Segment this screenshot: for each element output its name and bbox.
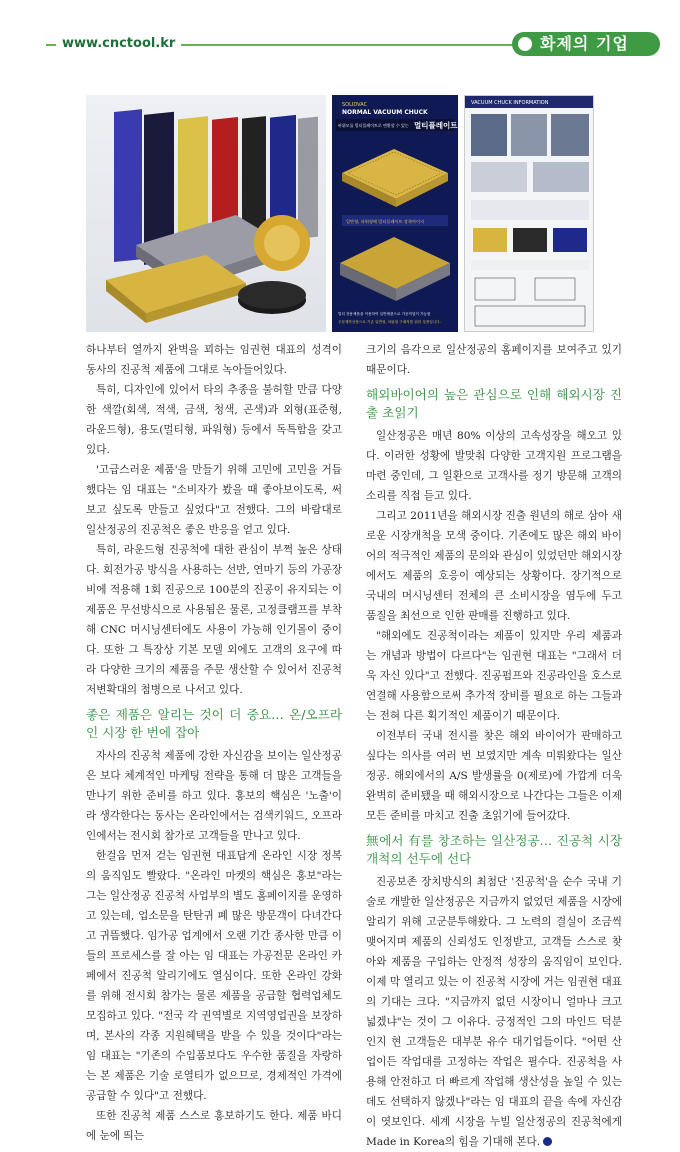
left-column: [86, 340, 342, 1146]
paragraph: '고급스러운 제품'을 만들기 위해 고민에 고민을 거듭했다는 임 대표는 "소비자가 봤을 때 좋아보이도록, 써보고 싶도록 만들고 싶었다"고 전했다. 그의 바람대로 일산정공의 진공척은 좋은 반응을 얻고 있다.: [86, 464, 342, 536]
paragraph: 하나부터 열까지 완벽을 꾀하는 임권현 대표의 성격이 동사의 진공척 제품에 그대로 녹아들어있다.: [86, 344, 342, 376]
paragraph-text: 진공보존 장치방식의 최첨단 '진공척'을 순수 국내 기술로 개발한 일산정공은 지금까지 없었던 제품을 시장에 알리기 위해 고군분투해왔다. 그 노력의 결실이 조금씩 맺어지며 제품의 신뢰성도 인정받고, 고객들 스스로 찾아와 제품을 구입하는 안정적 성장의 움직임이 보인다. 이제 막 열리고 있는 이 진공척 시장에 거는 임권현 대표의 기대는 크다. "지금까지 없던 시장이니 얼마나 크고 넓겠냐"는 것이 그 이유다. 긍정적인 그의 마인드 덕분인지 현 고객들은 대부분 유수 대기업들이다. "어떤 산업이든 작업대를 고정하는 작업은 필수다. 진공척을 사용해 안전하고 더 빠르게 작업해 생산성을 높일 수 있는데도 선택하지 않겠나"라는 임 대표의 끝을 속에 자신감이 엿보인다. 세계 시장을 누빌 일산정공의 진공척에게 Made in Korea의 힘을 기대해 본다.: [366, 876, 622, 1148]
multiplate-poster: [332, 95, 458, 332]
poster-caption-1: 멀티 전용제품을 이용하여 일반제품으로 가공작업이 가능함: [338, 312, 431, 316]
page-header: [46, 34, 660, 56]
paragraph: 일산정공은 매년 80% 이상의 고속성장을 해오고 있다. 이러한 성황에 발맞춰 다양한 고객지원 프로그램을 마련 중인데, 그 일환으로 고객사를 정기 방문해 고객의 소리를 직접 듣고 있다.: [366, 430, 622, 502]
paragraph: 특히, 디자인에 있어서 타의 추종을 불허할 만큼 다양한 색깔(회색, 적색, 금색, 청색, 곤색)과 외형(표준형, 라운드형), 용도(멀티형, 파워형) 등에서 독특함을 갖고 있다.: [86, 384, 342, 456]
paragraph: 또한 진공척 제품 스스로 홍보하기도 한다. 제품 바디에 눈에 띄는: [86, 1110, 342, 1142]
paragraph: 이전부터 국내 전시를 찾은 해외 바이어가 판매하고 싶다는 의사를 여러 번 보였지만 계속 미뤄왔다는 일산정공. 해외에서의 A/S 발생률을 0(제로)에 가깝게 더욱 완벽히 준비됐을 때 해외시장으로 나간다는 그들은 이제 모든 준비를 마치고 진출 초읽기에 들어갔다.: [366, 730, 622, 822]
vacuum-chuck-illustration: [86, 95, 326, 332]
info-sheet-art: [465, 96, 594, 332]
info-sheet-title: VACUUM CHUCK INFORMATION: [471, 100, 549, 106]
bullet-dot-icon: [518, 37, 532, 51]
paragraph: "해외에도 진공척이라는 제품이 있지만 우리 제품과는 개념과 방법이 다르다"는 임권현 대표는 "그래서 더욱 자신 있다"고 전했다. 진공펌프와 진공라인을 호스로 연결해 사용함으로써 추가적 장비를 필요로 하는 그들과는 전혀 다른 획기적인 제품이기 때문이다.: [366, 630, 622, 722]
section-title: 화제의 기업: [540, 34, 629, 53]
poster-brand: SOLIDVAC: [342, 102, 368, 108]
paragraph: 자사의 진공척 제품에 강한 자신감을 보이는 일산정공은 보다 체계적인 마케팅 전략을 통해 더 많은 고객들을 만나기 위한 준비를 하고 있다. 홍보의 핵심은 '노출'이라 생각한다는 동사는 온라인에서는 검색키워드, 오프라인에서는 전시회 참가로 고객들을 만나고 있다.: [86, 750, 342, 842]
poster-title-kr: 멀티플레이트: [414, 121, 458, 130]
paragraph: 그리고 2011년을 해외시장 진출 원년의 해로 삼아 새로운 시장개척을 모색 중이다. 기존에도 많은 해외 바이어의 적극적인 제품의 문의와 관심이 있었던만 해외시장에서도 제품의 호응이 예상되는 상황이다. 장기적으로 국내의 머시닝센터 전체의 큰 소비시장을 염두에 두고 품질을 최선으로 인한 판매를 진행하고 있다.: [366, 510, 622, 622]
poster-title-en: NORMAL VACUUM CHUCK: [342, 109, 428, 116]
paragraph: 크기의 음각으로 일산정공의 홈페이지를 보여주고 있기 때문이다.: [366, 344, 622, 376]
section-heading: 無에서 有를 창조하는 일산정공… 진공척 시장개척의 선두에 선다: [366, 833, 622, 866]
poster-subtitle: 바위모를 멀티플레이트로 변환할 수 있는: [338, 123, 409, 128]
right-column: [366, 340, 622, 1152]
multiplate-poster-art: [332, 95, 458, 332]
section-badge: [512, 32, 660, 56]
poster-caption-2: 주문제작상품으로 기존 일반형, 파워형 구매자를 위한 상품입니다.: [338, 320, 441, 324]
info-sheet: [464, 95, 594, 332]
paragraph: 특히, 라운드형 진공척에 대한 관심이 부쩍 높은 상태다. 회전가공 방식을 사용하는 선반, 연마기 등의 가공장비에 적용해 1회 진공으로 100분의 진공이 유지되는 이 제품은 무선방식으로 사용됨은 물론, 고정클램프를 부착해 CNC 머시닝센터에도 사용이 가능해 인기몰이 중이다. 또한 그 특장상 기본 모델 외에도 고객의 요구에 따라 다양한 크기의 제품을 주문 생산할 수 있어서 진공척 저변확대의 첨병으로 나서고 있다.: [86, 544, 342, 696]
photo-strip: [86, 95, 594, 332]
section-heading: 좋은 제품은 알리는 것이 더 중요… 온/오프라인 시장 한 번에 잡아: [86, 707, 342, 740]
site-url: www.cnctool.kr: [56, 34, 181, 54]
product-photo-chucks: [86, 95, 326, 332]
poster-banner: 일반형, 파워형에 멀티플레이트 장착아이지: [346, 219, 425, 224]
paragraph: 한걸음 먼저 걷는 임권현 대표답게 온라인 시장 정복의 움직임도 빨랐다. "온라인 마켓의 핵심은 홍보"라는 그는 일산정공 진공척 사업부의 별도 홈페이지를 운영하고 있는데, 업소문을 탄탄귀 폐 많은 방문객이 다녀간다고 귀뜸했다. 임가공 업계에서 오랜 기간 종사한 만큼 이들의 프로세스를 잘 아는 임 대표는 가공전문 온라인 카페에서 진공척 알리기에도 열심이다. 또한 온라인 강화를 위해 전시회 참가는 물론 제품을 공급할 협력업체도 모집하고 있다. "전국 각 권역별로 지역영업권을 보장하며, 본사의 각종 지원혜택을 받을 수 있을 것이다"라는 임 대표는 "기존의 수입품보다도 우수한 품질을 자랑하는 본 제품은 기술 로열티가 없으므로, 경제적인 가격에 공급할 수 있다"고 전했다.: [86, 850, 342, 1102]
section-heading: 해외바이어의 높은 관심으로 인해 해외시장 진출 초읽기: [366, 387, 622, 420]
end-mark-icon: [543, 1137, 552, 1146]
paragraph: [366, 872, 622, 1152]
